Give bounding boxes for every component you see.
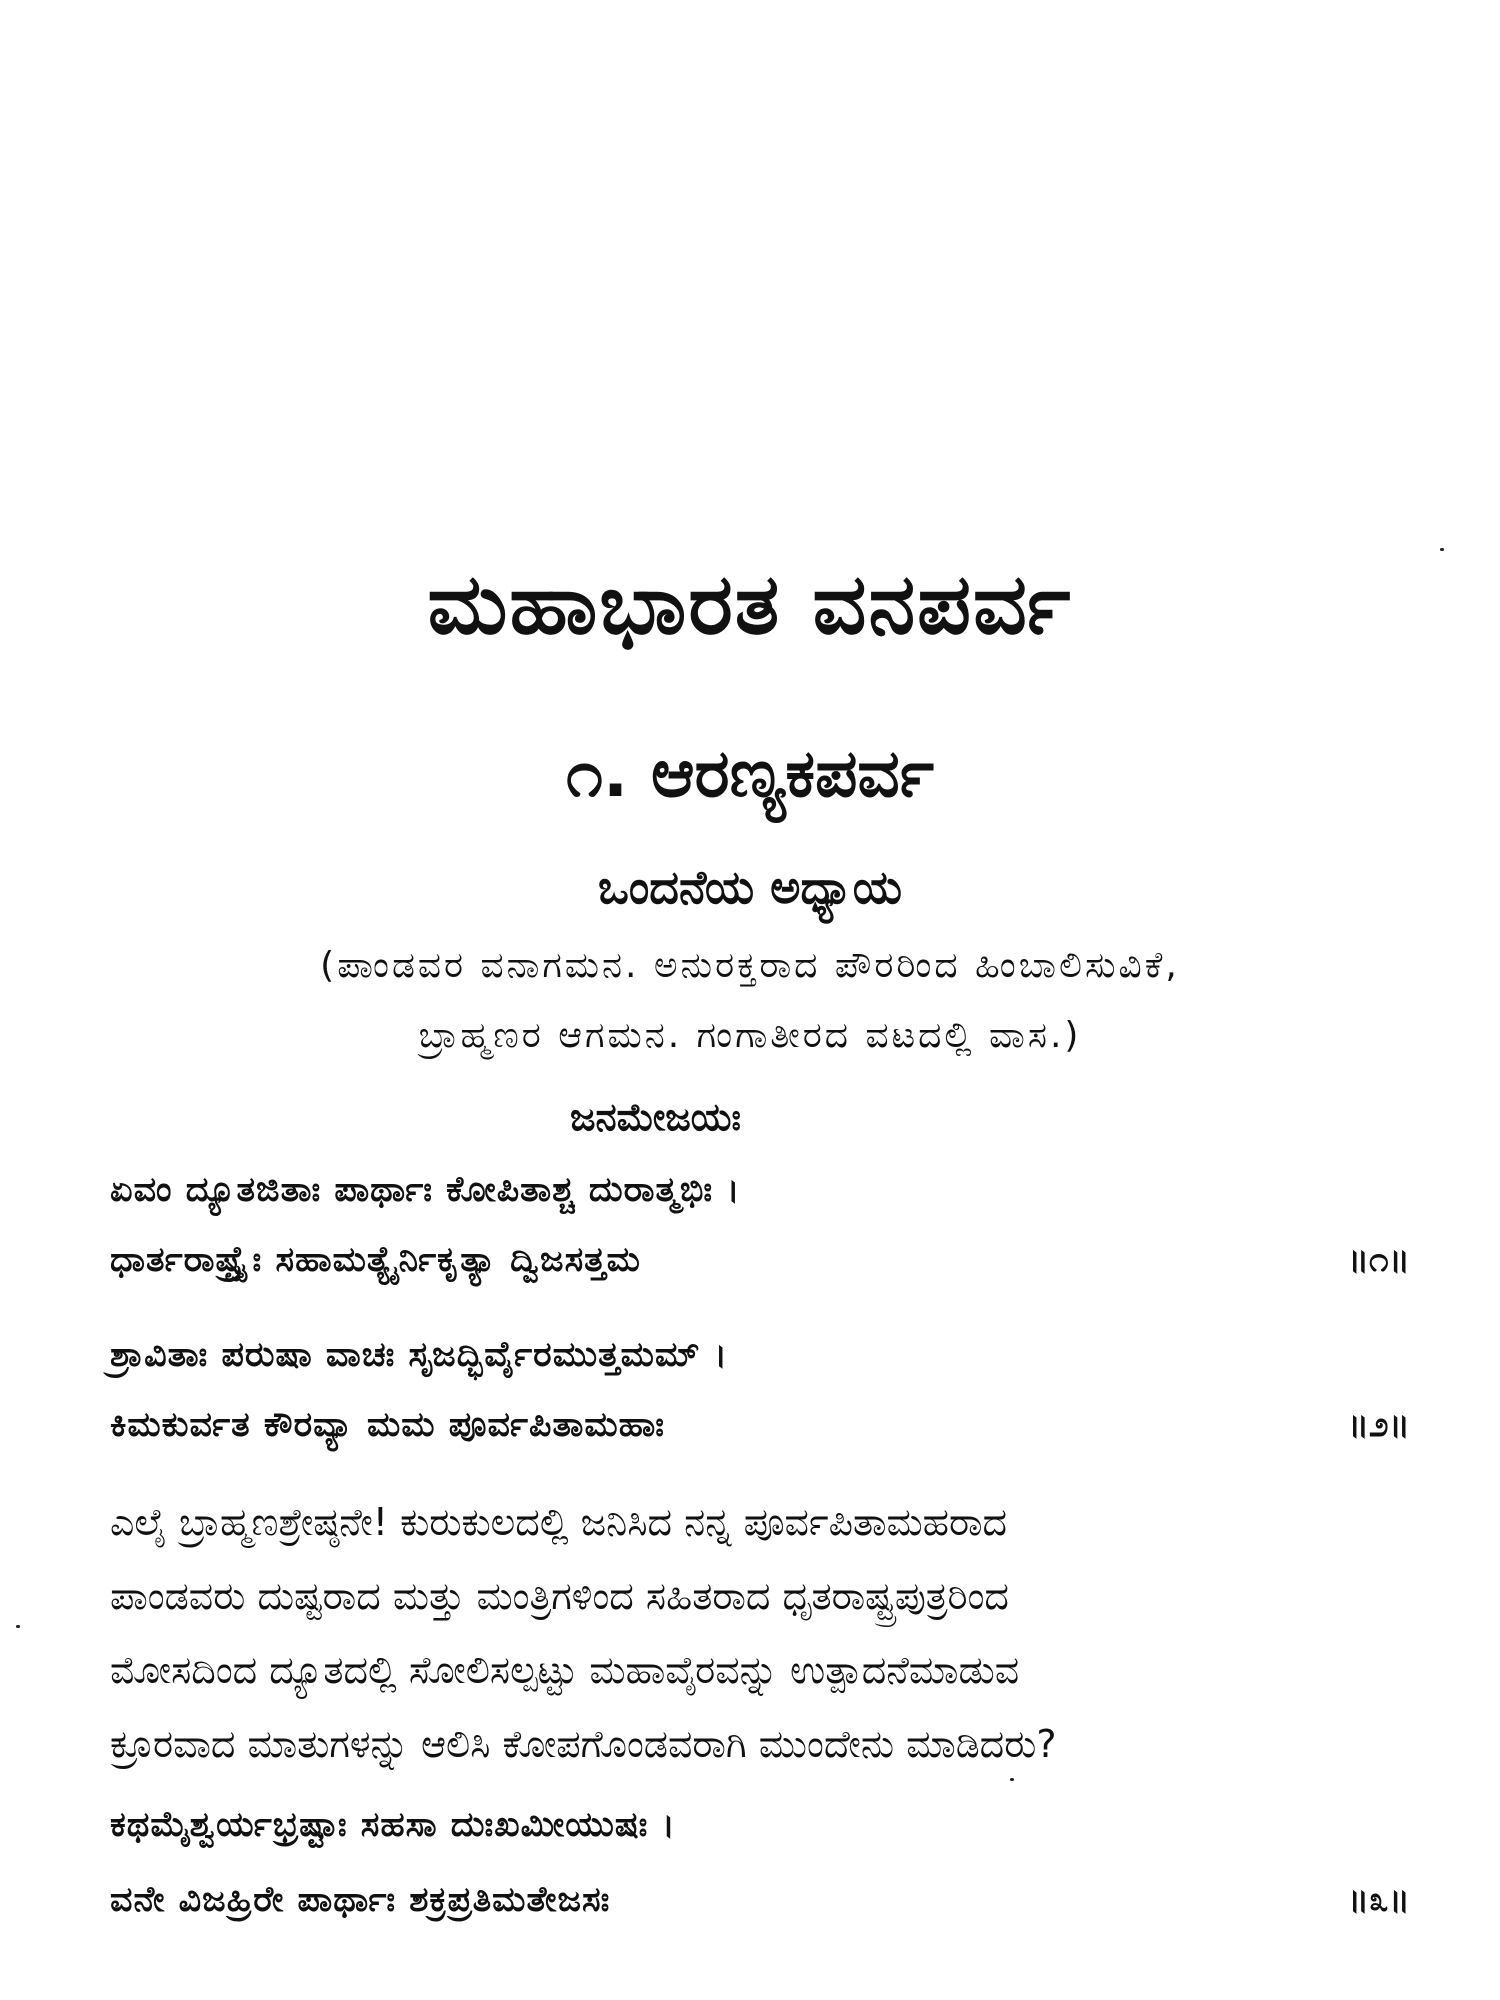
prose-paragraph [110, 1485, 1415, 1781]
prose-line: ಕ್ರೂರವಾದ ಮಾತುಗಳನ್ನು ಆಲಿಸಿ ಕೋಪಗೊಂಡವರಾಗಿ ಮುಂದೇನು ಮಾಡಿದರು? [110, 1722, 1057, 1766]
verse-2-line-2: ಕಿಮಕುರ್ವತ ಕೌರವ್ಯಾ ಮಮ ಪೂರ್ವಪಿತಾಮಹಾಃ [110, 1405, 666, 1445]
chapter-summary-line: ಬ್ರಾಹ್ಮಣರ ಆಗಮನ. ಗಂಗಾತೀರದ ವಟದಲ್ಲಿ ವಾಸ.) [418, 1015, 1082, 1056]
speaker-name: ಜನಮೇಜಯಃ [570, 1095, 741, 1139]
prose-line: ಎಲೈ ಬ್ರಾಹ್ಮಣಶ್ರೇಷ್ಠನೇ! ಕುರುಕುಲದಲ್ಲಿ ಜನಿಸಿದ ನನ್ನ ಪೂರ್ವಪಿತಾಮಹರಾದ [110, 1500, 1008, 1544]
verse-2-number: ॥೨॥ [1347, 1405, 1410, 1445]
chapter-summary-line: (ಪಾಂಡವರ ವನಾಗಮನ. ಅನುರಕ್ತರಾದ ಪೌರರಿಂದ ಹಿಂಬಾಲಿಸುವಿಕೆ, [320, 945, 1180, 986]
scan-speck [1440, 548, 1444, 551]
prose-line: ಮೋಸದಿಂದ ದ್ಯೂತದಲ್ಲಿ ಸೋಲಿಸಲ್ಪಟ್ಟು ಮಹಾವೈರವನ್ನು ಉತ್ಪಾದನೆಮಾಡುವ [110, 1648, 1020, 1692]
chapter-heading: ಒಂದನೆಯ ಅಧ್ಯಾಯ [597, 860, 903, 914]
book-title: ಮಹಾಭಾರತ ವನಪರ್ವ [427, 555, 1073, 653]
verse-3-line-1: ಕಥಮೈಶ್ವರ್ಯಭ್ರಷ್ಟಾಃ ಸಹಸಾ ದುಃಖಮೀಯುಷಃ । [110, 1805, 676, 1845]
verse-1-number: ॥೧॥ [1347, 1240, 1410, 1280]
scan-speck [1010, 1778, 1014, 1781]
verse-3-number: ॥೩॥ [1347, 1880, 1410, 1920]
verse-1-line-1: ಏವಂ ದ್ಯೂತಜಿತಾಃ ಪಾರ್ಥಾಃ ಕೋಪಿತಾಶ್ಚ ದುರಾತ್ಮಭಿಃ । [110, 1170, 741, 1210]
prose-line: ಪಾಂಡವರು ದುಷ್ಟರಾದ ಮತ್ತು ಮಂತ್ರಿಗಳಿಂದ ಸಹಿತರಾದ ಧೃತರಾಷ್ಟ್ರಪುತ್ರರಿಂದ [110, 1574, 1009, 1618]
verse-3-line-2: ವನೇ ವಿಜಹ್ರಿರೇ ಪಾರ್ಥಾಃ ಶಕ್ರಪ್ರತಿಮತೇಜಸಃ [110, 1880, 611, 1920]
verse-2-line-1: ಶ್ರಾವಿತಾಃ ಪರುಷಾ ವಾಚಃ ಸೃಜದ್ಭಿರ್ವೈರಮುತ್ತಮಮ್ । [110, 1335, 729, 1375]
parva-heading: ೧. ಆರಣ್ಯಕಪರ್ವ [566, 735, 934, 812]
scan-speck [16, 1625, 20, 1628]
verse-1-line-2: ಧಾರ್ತರಾಷ್ಟ್ರೈಃ ಸಹಾಮತ್ಯೈರ್ನಿಕೃತ್ಯಾ ದ್ವಿಜಸತ್ತಮ [110, 1240, 641, 1280]
